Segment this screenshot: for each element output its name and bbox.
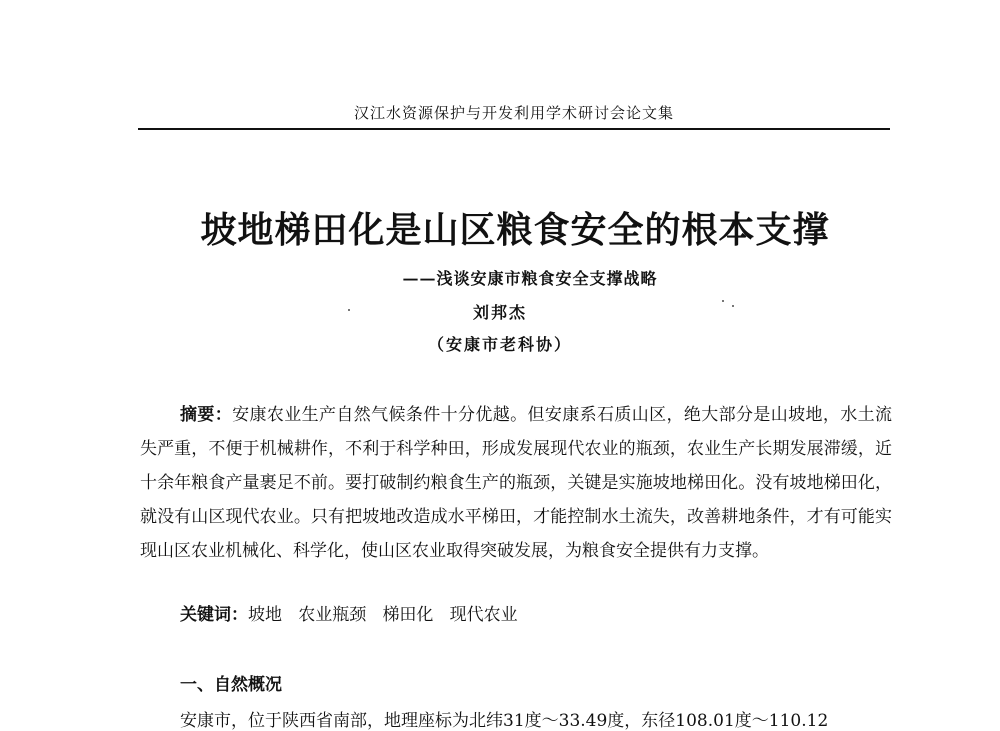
body-text-line: 安康市，位于陕西省南部，地理座标为北纬31度～33.49度，东径108.01度～110.12	[180, 711, 829, 731]
keywords-label: 关键词：	[180, 605, 248, 625]
article-title: 坡地梯田化是山区粮食安全的根本支撑	[200, 209, 830, 251]
keyword: 现代农业	[449, 605, 518, 625]
author-affiliation: （安康市老科协）	[427, 335, 572, 354]
abstract-paragraph	[140, 398, 892, 568]
abstract-text: 安康农业生产自然气候条件十分优越。但安康系石质山区，绝大部分是山坡地，水土流失严重，不便于机械耕作，不利于科学种田，形成发展现代农业的瓶颈，农业生产长期发展滞缓，近十余年粮食产量裹足不前。要打破制约粮食生产的瓶颈，关键是实施坡地梯田化。没有坡地梯田化，就没有山区现代农业。只有把坡地改造成水平梯田，才能控制水土流失，改善耕地条件，才有可能实现山区农业机械化、科学化，使山区农业取得突破发展，为粮食安全提供有力支撑。	[140, 405, 892, 561]
keyword: 梯田化	[382, 605, 434, 625]
keyword: 农业瓶颈	[298, 605, 367, 625]
article-subtitle: ——浅谈安康市粮食安全支撑战略	[402, 269, 658, 288]
abstract-label: 摘要：	[180, 405, 233, 425]
keywords-line	[180, 602, 880, 628]
journal-header: 汉江水资源保护与开发利用学术研讨会论文集	[353, 104, 674, 122]
article-author: 刘邦杰	[472, 303, 527, 322]
scan-speck	[348, 309, 350, 311]
header-rule	[138, 128, 890, 130]
section-heading: 一、自然概况	[180, 675, 282, 695]
keyword: 坡地	[248, 605, 282, 625]
scan-speck	[722, 300, 724, 302]
scan-speck	[732, 305, 734, 307]
